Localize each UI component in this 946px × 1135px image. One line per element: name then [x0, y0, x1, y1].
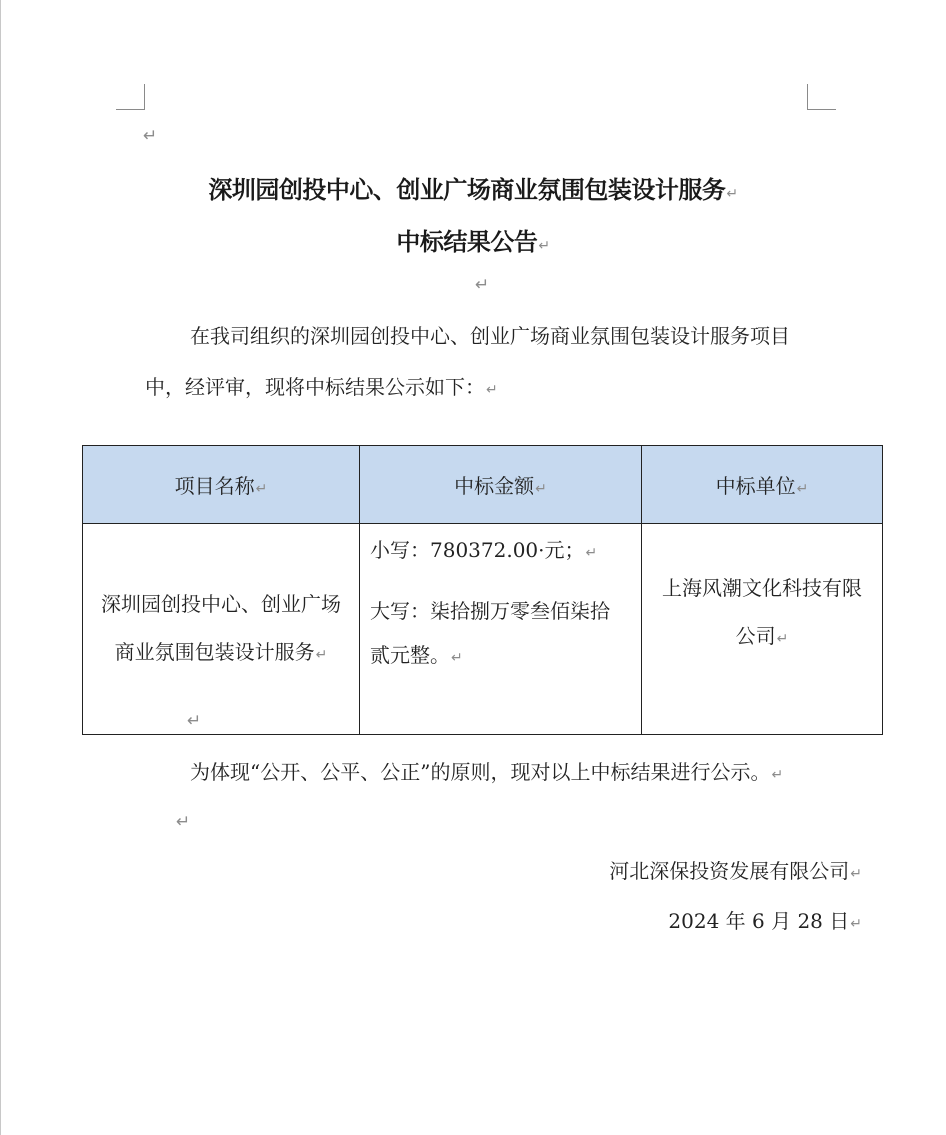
paragraph-mark-icon: ↵: [796, 481, 809, 497]
header-winning-company: 中标单位↵: [642, 446, 883, 524]
paragraph-mark-icon: ↵: [143, 126, 158, 146]
signing-date: 2024 年 6 月 28 日↵: [668, 909, 862, 933]
paragraph-mark-icon: ↵: [850, 866, 862, 882]
paragraph-mark-icon: ↵: [315, 646, 328, 663]
winner-line1: 上海风潮文化科技有限: [662, 576, 862, 600]
paragraph-mark-icon: ↵: [726, 186, 738, 202]
cell-winning-company: [642, 524, 883, 735]
paragraph-mark-icon: ↵: [776, 631, 789, 647]
paragraph-mark-icon: ↵: [538, 238, 550, 254]
paragraph-mark-icon: ↵: [486, 382, 498, 398]
paragraph-mark-icon: ↵: [475, 275, 490, 295]
header-award-amount: 中标金额↵: [360, 446, 642, 524]
closing-statement: 为体现“公开、公平、公正”的原则，现对以上中标结果进行公示。↵: [190, 760, 784, 784]
amount-in-words-line2: 贰元整。↵: [370, 643, 463, 667]
amount-in-words-line1: 大写：柒拾捌万零叁佰柒拾: [370, 599, 610, 623]
document-title-line1: 深圳园创投中心、创业广场商业氛围包装设计服务↵: [208, 176, 738, 204]
paragraph-mark-icon: ↵: [176, 812, 191, 832]
award-table: [82, 445, 883, 735]
paragraph-mark-icon: ↵: [771, 767, 784, 783]
paragraph-mark-icon: ↵: [187, 711, 202, 731]
cell-award-amount: [360, 524, 642, 735]
paragraph-mark-icon: ↵: [255, 481, 268, 497]
winner-line2: 公司↵: [735, 624, 789, 648]
paragraph-mark-icon: ↵: [451, 650, 463, 666]
intro-line2: 中，经评审，现将中标结果公示如下：↵: [145, 375, 498, 399]
crop-mark-top-right: [807, 84, 836, 110]
paragraph-mark-icon: ↵: [535, 481, 547, 497]
cell-project-name: [83, 524, 360, 735]
crop-mark-top-left: [116, 84, 145, 110]
amount-in-figures: 小写：780372.00·元；↵: [370, 538, 598, 562]
paragraph-mark-icon: ↵: [850, 916, 862, 932]
table-row: [83, 524, 883, 735]
header-project-name: 项目名称↵: [83, 446, 360, 524]
signing-company: 河北深保投资发展有限公司↵: [609, 859, 862, 883]
project-name-line1: 深圳园创投中心、创业广场: [101, 591, 341, 616]
paragraph-mark-icon: ↵: [585, 545, 598, 561]
table-header-row: [83, 446, 883, 524]
document-title-line2: 中标结果公告↵: [396, 228, 550, 256]
intro-line1: 在我司组织的深圳园创投中心、创业广场商业氛围包装设计服务项目: [190, 324, 790, 348]
project-name-line2: 商业氛围包装设计服务↵: [114, 639, 328, 664]
